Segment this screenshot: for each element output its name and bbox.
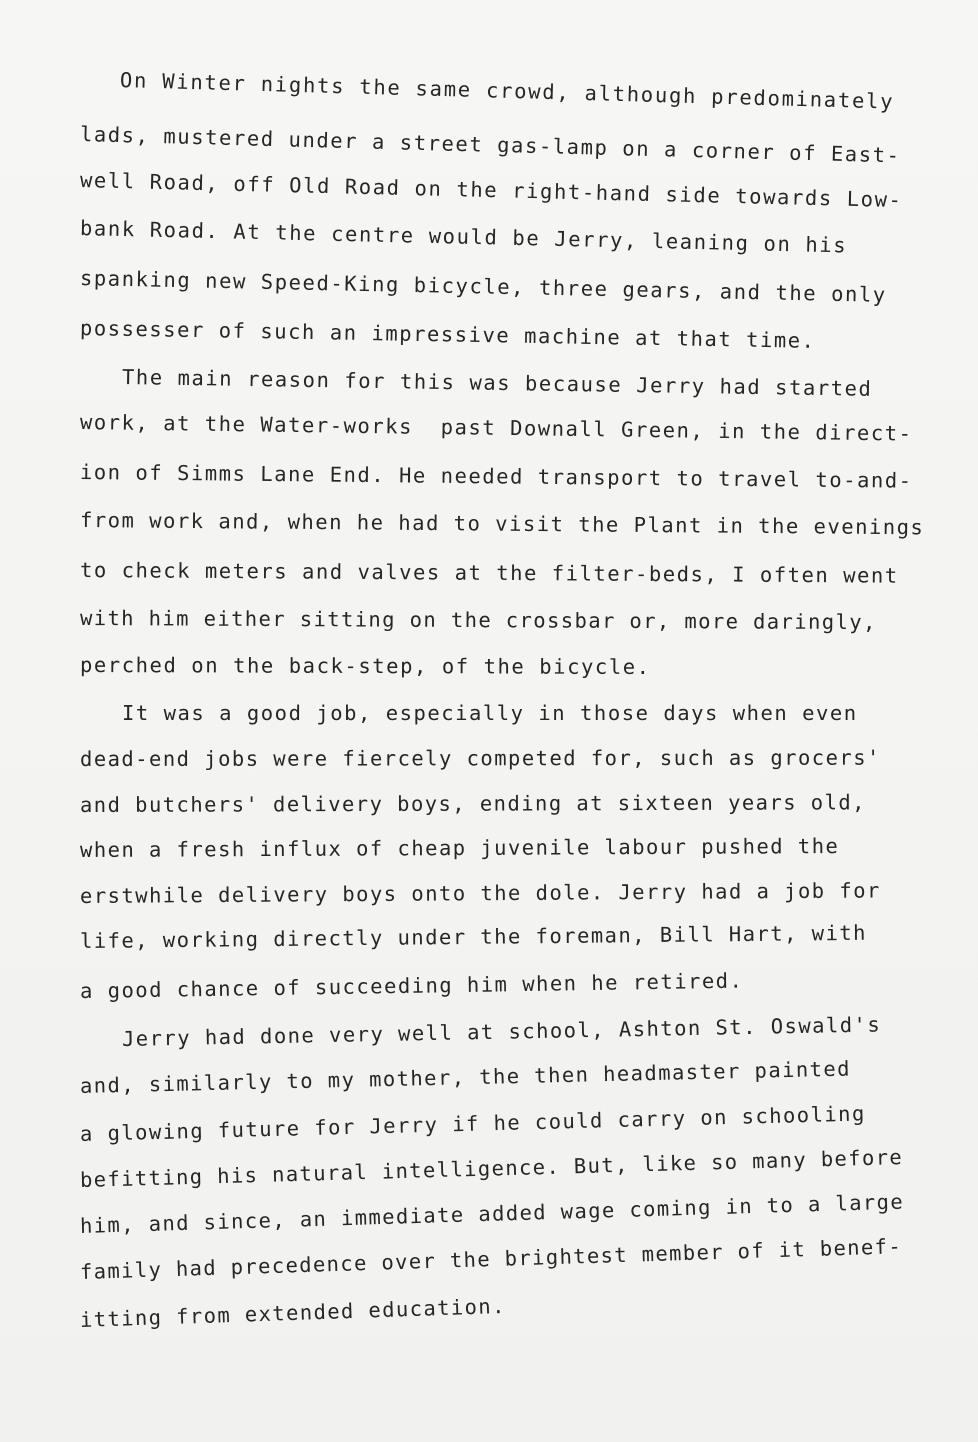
text-line: ion of Simms Lane End. He needed transport to travel to-and- bbox=[79, 460, 913, 493]
text-line: The main reason for this was because Jerry had started bbox=[121, 365, 873, 401]
text-line: a glowing future for Jerry if he could carry on schooling bbox=[79, 1101, 866, 1146]
text-line: him, and since, an immediate added wage coming in to a large bbox=[79, 1189, 905, 1238]
text-line: life, working directly under the foreman, Bill Hart, with bbox=[79, 920, 868, 953]
text-line: erstwhile delivery boys onto the dole. Jerry had a job for bbox=[79, 878, 881, 908]
text-line: to check meters and valves at the filter-beds, I often went bbox=[79, 558, 899, 588]
text-line: with him either sitting on the crossbar or, more daringly, bbox=[79, 606, 877, 635]
text-line: bank Road. At the centre would be Jerry, leaning on his bbox=[79, 216, 848, 258]
text-line: from work and, when he had to visit the Plant in the evenings bbox=[79, 508, 925, 540]
text-line: Jerry had done very well at school, Ashton St. Oswald's bbox=[121, 1012, 882, 1051]
text-line: befitting his natural intelligence. But, like so many before bbox=[79, 1145, 904, 1192]
text-line: work, at the Water-works past Downall Green, in the direct- bbox=[79, 410, 913, 446]
text-line: when a fresh influx of cheap juvenile labour pushed the bbox=[79, 834, 840, 862]
text-line: lads, mustered under a street gas-lamp on a corner of East- bbox=[79, 122, 901, 168]
text-line: and, similarly to my mother, the then headmaster painted bbox=[79, 1056, 852, 1098]
text-line: dead-end jobs were fiercely competed for, such as grocers' bbox=[79, 745, 881, 771]
text-line: perched on the back-step, of the bicycle. bbox=[79, 653, 651, 679]
text-line: possesser of such an impressive machine at that time. bbox=[79, 316, 816, 353]
text-line: well Road, off Old Road on the right-hand side towards Low- bbox=[79, 168, 903, 213]
text-line: a good chance of succeeding him when he retired. bbox=[79, 968, 744, 1003]
text-line: It was a good job, especially in those days when even bbox=[122, 701, 858, 725]
text-line: and butchers' delivery boys, ending at sixteen years old, bbox=[79, 790, 866, 817]
text-line: spanking new Speed-King bicycle, three gears, and the only bbox=[79, 266, 888, 307]
text-line: family had precedence over the brightest member of it benef- bbox=[79, 1234, 903, 1284]
text-line: On Winter nights the same crowd, although predominately bbox=[119, 68, 895, 114]
text-line: itting from extended education. bbox=[79, 1293, 507, 1332]
